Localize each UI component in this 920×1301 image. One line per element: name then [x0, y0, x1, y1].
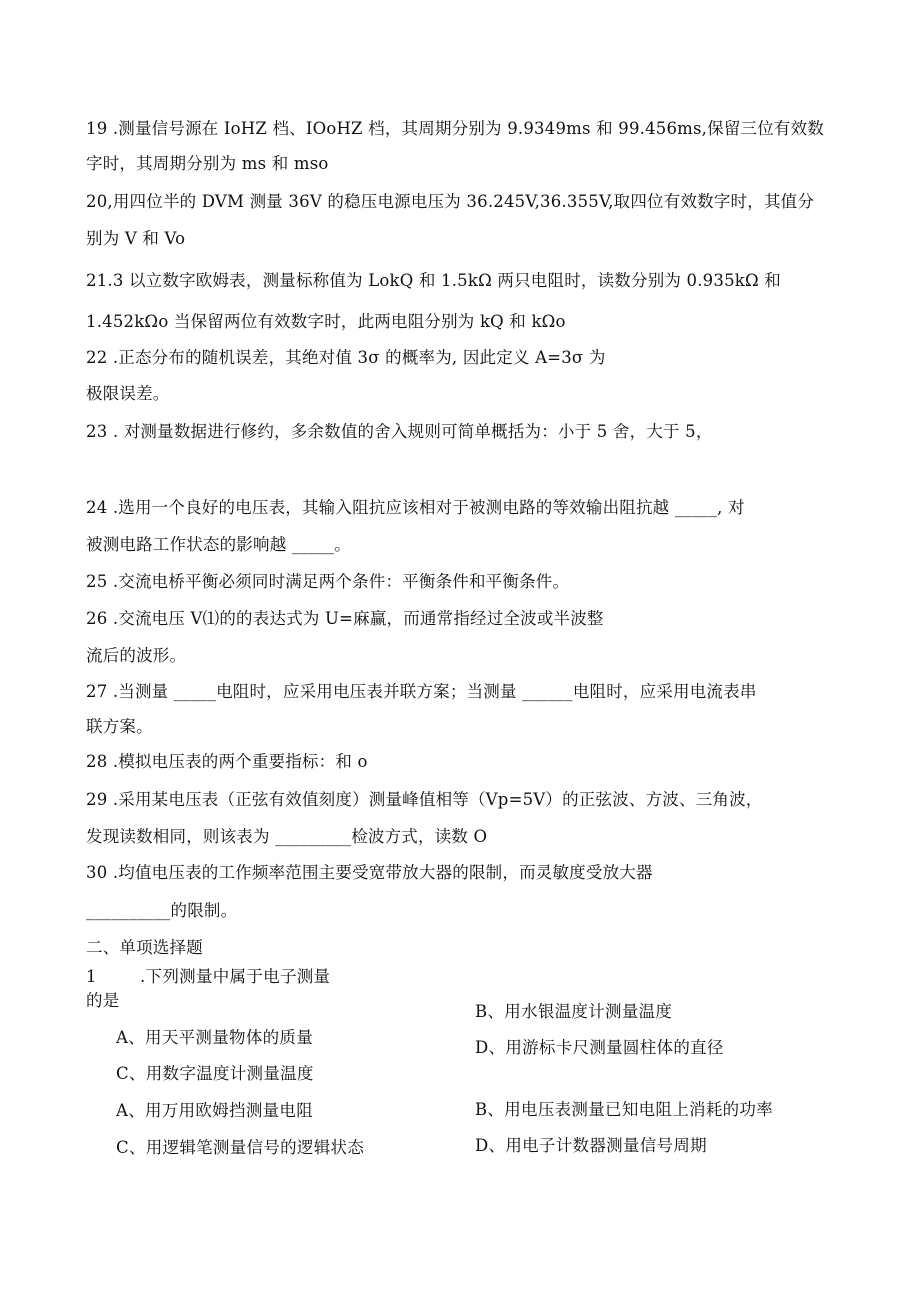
question-22-line-2: 极限误差。 — [86, 384, 170, 403]
question-24-line-1: 24 .选用一个良好的电压表，其输入阻抗应该相对于被测电路的等效输出阻抗越 _____, 对 — [86, 498, 745, 517]
question-19-line-1: 19 .测量信号源在 IoHZ 档、IOoHZ 档，其周期分别为 9.9349ms 和 99.456ms,保留三位有效数 — [86, 119, 825, 138]
question-30-line-2: __________的限制。 — [86, 901, 238, 920]
mc-1-option-b: B、用水银温度计测量温度 — [475, 1002, 673, 1021]
question-30-line-1: 30 .均值电压表的工作频率范围主要受宽带放大器的限制，而灵敏度受放大器 — [86, 863, 653, 882]
question-25-line-1: 25 .交流电桥平衡必须同时满足两个条件：平衡条件和平衡条件。 — [86, 572, 570, 591]
question-26-line-2: 流后的波形。 — [86, 646, 187, 665]
question-20-line-2: 别为 V 和 Vo — [86, 229, 186, 248]
question-19-line-2: 字时，其周期分别为 ms 和 mso — [86, 154, 329, 173]
mc-1-stem-line-2: 的是 — [86, 991, 120, 1010]
question-26-line-1: 26 .交流电压 V⑴的的表达式为 U=麻赢，而通常指经过全波或半波整 — [86, 609, 604, 628]
question-28-line-1: 28 .模拟电压表的两个重要指标：和 o — [86, 752, 368, 771]
mc-1-number: 1 — [86, 967, 97, 986]
mc-2-option-b: B、用电压表测量已知电阻上消耗的功率 — [475, 1100, 774, 1119]
section-title-single-choice: 二、单项选择题 — [86, 938, 203, 957]
mc-1-option-a: A、用天平测量物体的质量 — [116, 1028, 314, 1047]
mc-2-option-c: C、用逻辑笔测量信号的逻辑状态 — [116, 1138, 365, 1157]
question-23-line-1: 23 . 对测量数据进行修约，多余数值的舍入规则可简单概括为：小于 5 舍，大于 5， — [86, 422, 713, 441]
mc-1-stem-line-1: .下列测量中属于电子测量 — [140, 967, 331, 986]
question-29-line-2: 发现读数相同，则该表为 _________检波方式，读数 O — [86, 827, 488, 846]
question-20-line-1: 20,用四位半的 DVM 测量 36V 的稳压电源电压为 36.245V,36.355V,取四位有效数字时，其值分 — [86, 192, 815, 211]
mc-1-option-c: C、用数字温度计测量温度 — [116, 1064, 314, 1083]
question-24-line-2: 被测电路工作状态的影响越 _____。 — [86, 535, 351, 554]
question-21-line-2: 1.452kΩo 当保留两位有效数字时，此两电阻分别为 kQ 和 kΩo — [86, 312, 566, 331]
mc-1-option-d: D、用游标卡尺测量圆柱体的直径 — [475, 1038, 724, 1057]
question-27-line-1: 27 .当测量 _____电阻时，应采用电压表并联方案；当测量 ______电阻时，应采用电流表串 — [86, 682, 757, 701]
mc-2-option-d: D、用电子计数器测量信号周期 — [475, 1136, 707, 1155]
mc-2-option-a: A、用万用欧姆挡测量电阻 — [116, 1101, 314, 1120]
question-27-line-2: 联方案。 — [86, 717, 153, 736]
question-21-line-1: 21.3 以立数字欧姆表，测量标称值为 LokQ 和 1.5kΩ 两只电阻时，读数分别为 0.935kΩ 和 — [86, 271, 782, 290]
question-29-line-1: 29 .采用某电压表（正弦有效值刻度）测量峰值相等（Vp=5V）的正弦波、方波、三角波， — [86, 790, 763, 809]
question-22-line-1: 22 .正态分布的随机误差，其绝对值 3σ 的概率为, 因此定义 A=3σ 为 — [86, 348, 606, 367]
